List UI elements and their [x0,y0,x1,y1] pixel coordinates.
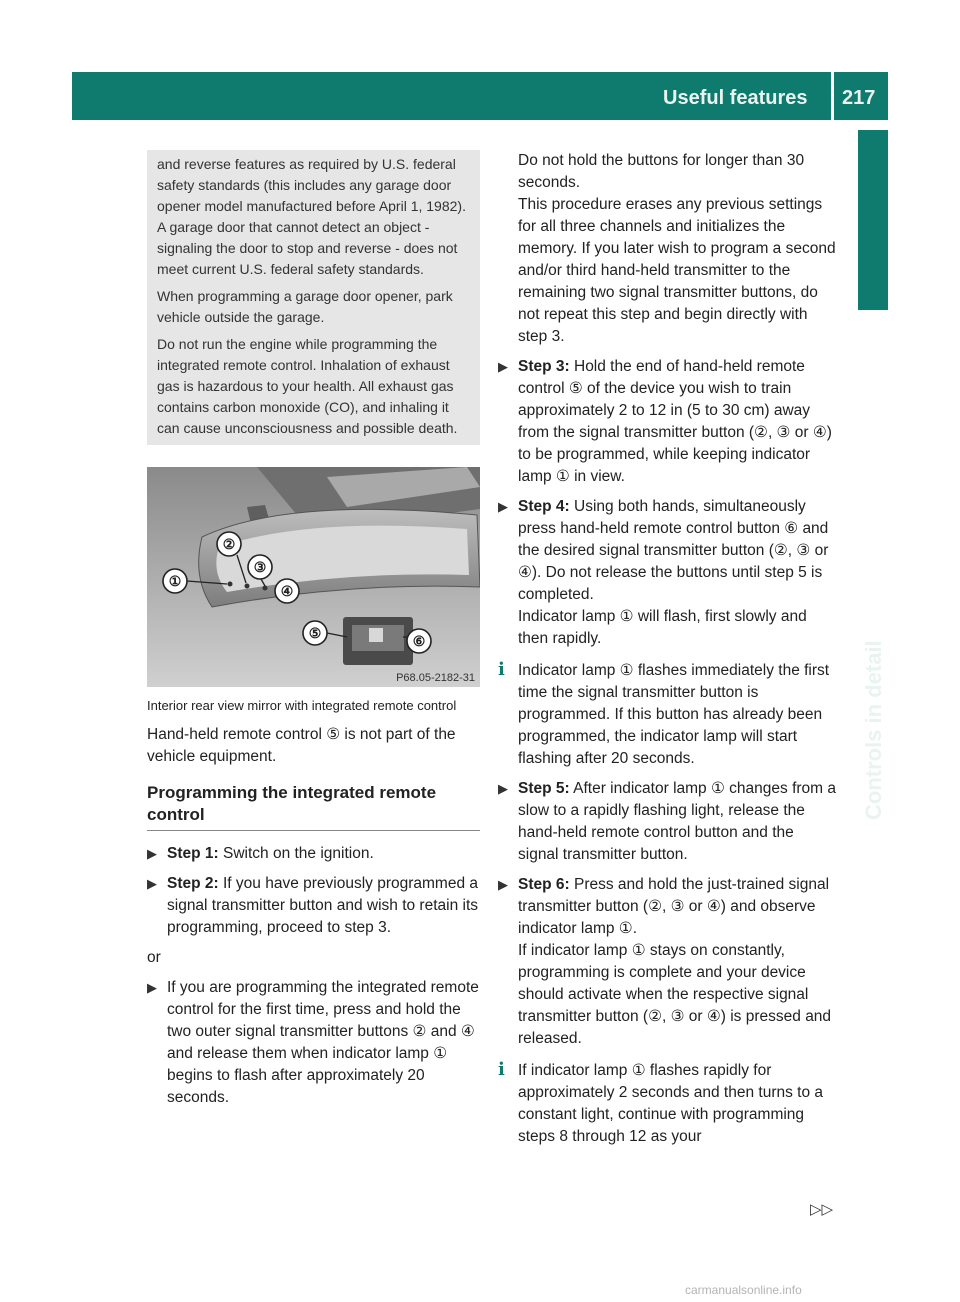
side-tab-label: Controls in detail [861,640,886,820]
figure-code: P68.05-2182-31 [396,672,475,684]
warning-paragraph: Do not run the engine while programming the integrated remote control. Inhalation of exhaust gas is hazardous to your health. All exhaust gas contains carbon monoxide (CO), and inhaling it can cause unconsciousness and possible death. [157,336,458,436]
step-text: If indicator lamp ① stays on constantly, programming is complete and your device should activate when the respective signal transmitter button (②, ③ or ④) is pressed and released. [518,942,832,1047]
info-text: Indicator lamp ① flashes immediately the first time the signal transmitter button is programmed. If this button has already been programmed, the indicator lamp will start flashing after 20 seconds. [518,662,830,767]
right-column [498,150,836,1148]
arrow-icon: ▶ [498,359,508,374]
step-label: Step 2: [167,875,219,892]
header-separator [831,72,834,120]
step-item [498,356,836,488]
warning-box [147,150,480,445]
note-paragraph: Hand-held remote control ⑤ is not part of the vehicle equipment. [147,726,456,765]
warning-paragraph: When programming a garage door opener, park vehicle outside the garage. [157,288,453,325]
step-label: Step 4: [518,498,570,515]
info-icon: i [498,659,505,680]
step-label: Step 3: [518,358,570,375]
info-text: If indicator lamp ① flashes rapidly for approximately 2 seconds and then turns to a constant light, continue with programming steps 8 through 12 as your [518,1062,824,1145]
step-label: Step 5: [518,780,570,797]
continued-text [498,150,836,348]
step-text: After indicator lamp ① changes from a slow to a rapidly flashing light, release the hand-held remote control button and the signal transmitter button. [518,780,837,863]
arrow-icon: ▶ [147,846,157,861]
continued-paragraph: Do not hold the buttons for longer than 30 seconds. [518,152,805,191]
figure-callout: ① [168,573,182,589]
step-item [147,843,480,865]
left-column [147,150,480,1109]
step-text: Hold the end of hand-held remote control ⑤ of the device you wish to train approximately 2 to 12 in (5 to 30 cm) away from the signal transmitter button (②, ③ or ④) to be programmed, while keeping indicator lamp ① in view. [518,358,832,485]
continue-icon: ▷▷ [810,1201,834,1218]
step-label: Step 1: [167,845,219,862]
step-item [498,874,836,1050]
step-item [498,496,836,650]
continued-paragraph: This procedure erases any previous settings for all three channels and initializes the memory. If you later wish to program a second and/or third hand-held transmitter to the remaining two signal transmitter buttons, do not repeat this step and begin directly with step 3. [518,196,836,345]
arrow-icon: ▶ [147,980,157,995]
side-tab-text-container [858,130,888,1170]
page-number: 217 [842,87,876,109]
step-text: If you are programming the integrated remote control for the first time, press and hold the two outer signal transmitter buttons ② and ④ and release them when indicator lamp ① begins to flash after approximately 20 seconds. [167,979,479,1106]
figure-callout: ③ [253,559,267,575]
section-heading: Programming the integrated remote control [147,782,480,831]
watermark: carmanualsonline.info [685,1283,802,1297]
info-note [498,660,836,770]
figure-callout: ② [222,536,236,552]
step-text: Press and hold the just-trained signal transmitter button (②, ③ or ④) and observe indicator lamp ①. [518,876,830,937]
info-icon: i [498,1059,505,1080]
figure-callout: ⑥ [412,633,426,649]
figure-callout: ⑤ [308,625,322,641]
info-note [498,1060,836,1148]
step-item [147,873,480,939]
step-label: Step 6: [518,876,570,893]
arrow-icon: ▶ [498,781,508,796]
step-item [498,778,836,866]
figure-callout: ④ [280,583,294,599]
figure-caption: Interior rear view mirror with integrated remote control [147,698,457,713]
warning-paragraph: and reverse features as required by U.S. federal safety standards (this includes any garage door opener model manufactured before April 1, 1982). A garage door that cannot detect an object - signaling the door to stop and reverse - does not meet current U.S. federal safety standards. [157,156,466,277]
section-title: Useful features [663,87,808,109]
step-text: Switch on the ignition. [218,845,374,862]
step-text: If you have previously programmed a signal transmitter button and wish to retain its programming, proceed to step 3. [167,875,479,936]
step-text: Indicator lamp ① will flash, first slowly and then rapidly. [518,608,807,647]
step-list [147,843,480,1109]
mirror-illustration [147,467,480,687]
mirror-figure [147,467,480,687]
arrow-icon: ▶ [147,876,157,891]
step-text: Using both hands, simultaneously press hand-held remote control button ⑥ and the desired signal transmitter button (②, ③ or ④). Do not release the buttons until step 5 is completed. [518,498,829,603]
or-text: or [147,949,161,966]
arrow-icon: ▶ [498,877,508,892]
arrow-icon: ▶ [498,499,508,514]
step-item [147,977,480,1109]
